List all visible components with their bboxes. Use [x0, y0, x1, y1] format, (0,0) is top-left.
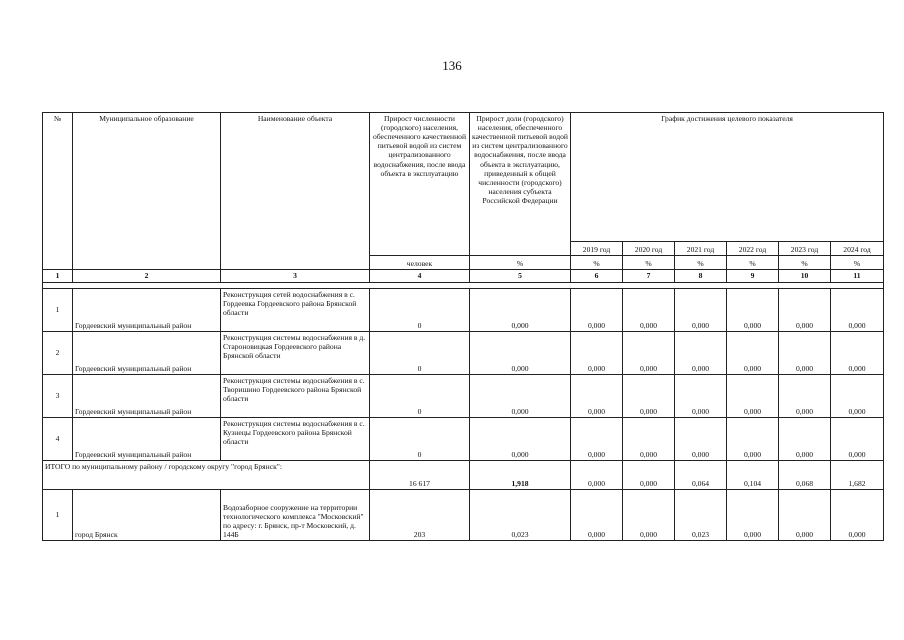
municipality-cell: Гордеевский муниципальный район	[73, 375, 221, 418]
people-cell: 0	[370, 418, 470, 461]
municipality-cell: город Брянск	[73, 490, 221, 541]
table-header-row	[43, 113, 884, 242]
year-2022: 2022 год	[727, 242, 779, 256]
year-value: 0,000	[675, 418, 727, 461]
total-year-value: 0,104	[727, 461, 779, 490]
row-number: 1	[43, 490, 73, 541]
year-value: 0,000	[779, 418, 831, 461]
year-2024: 2024 год	[831, 242, 884, 256]
unit-percent: %	[727, 256, 779, 270]
year-value: 0,000	[623, 375, 675, 418]
object-cell: Реконструкция системы водоснабжения в с. Творишино Гордеевского района Брянской области	[221, 375, 370, 418]
header-schedule: График достижения целевого показателя	[571, 113, 884, 242]
people-cell: 0	[370, 289, 470, 332]
unit-percent: %	[779, 256, 831, 270]
column-index: 3	[221, 270, 370, 283]
total-year-value: 1,682	[831, 461, 884, 490]
total-label: ИТОГО по муниципальному району / городскому округу "город Брянск":	[43, 461, 370, 490]
year-value: 0,000	[675, 375, 727, 418]
year-value: 0,000	[779, 289, 831, 332]
year-value: 0,000	[727, 418, 779, 461]
column-index: 4	[370, 270, 470, 283]
people-cell: 0	[370, 375, 470, 418]
row-number: 3	[43, 375, 73, 418]
column-index: 1	[43, 270, 73, 283]
page-number: 136	[442, 58, 462, 73]
object-cell: Водозаборное сооружение на территории технологического комплекса "Московский" по адресу: г. Брянск, пр-т Московский, д. 144Б	[221, 490, 370, 541]
year-2019: 2019 год	[571, 242, 623, 256]
share-cell: 0,000	[470, 418, 571, 461]
unit-percent: %	[623, 256, 675, 270]
table-row	[43, 289, 884, 332]
column-index: 7	[623, 270, 675, 283]
table-row	[43, 375, 884, 418]
object-cell: Реконструкция системы водоснабжения в с. Кузнецы Гордеевского района Брянской области	[221, 418, 370, 461]
row-number: 1	[43, 289, 73, 332]
people-cell: 0	[370, 332, 470, 375]
year-value: 0,000	[623, 418, 675, 461]
year-value: 0,000	[831, 418, 884, 461]
column-index: 8	[675, 270, 727, 283]
row-number: 4	[43, 418, 73, 461]
year-value: 0,000	[831, 375, 884, 418]
year-value: 0,000	[831, 332, 884, 375]
header-population-increase: Прирост численности (городского) населения, обеспеченного качественной питьевой водой из систем централизованного водоснабжения, после ввода объекта в эксплуатацию	[370, 113, 470, 256]
table-row	[43, 332, 884, 375]
year-value: 0,000	[727, 332, 779, 375]
total-year-value: 0,000	[571, 461, 623, 490]
year-2020: 2020 год	[623, 242, 675, 256]
year-value: 0,000	[571, 289, 623, 332]
row-number: 2	[43, 332, 73, 375]
unit-percent: %	[675, 256, 727, 270]
unit-percent: %	[831, 256, 884, 270]
column-index: 6	[571, 270, 623, 283]
header-object: Наименование объекта	[221, 113, 370, 270]
total-year-value: 0,000	[623, 461, 675, 490]
year-value: 0,000	[831, 289, 884, 332]
year-value: 0,023	[675, 490, 727, 541]
column-index: 10	[779, 270, 831, 283]
year-value: 0,000	[831, 490, 884, 541]
total-share: 1,918	[470, 461, 571, 490]
year-value: 0,000	[623, 289, 675, 332]
header-number: №	[43, 113, 73, 270]
year-value: 0,000	[623, 490, 675, 541]
municipality-cell: Гордеевский муниципальный район	[73, 418, 221, 461]
year-value: 0,000	[727, 375, 779, 418]
column-index: 9	[727, 270, 779, 283]
year-value: 0,000	[571, 490, 623, 541]
year-value: 0,000	[779, 375, 831, 418]
object-cell: Реконструкция системы водоснабжения в д. Староновицкая Гордеевского района Брянской области	[221, 332, 370, 375]
share-cell: 0,000	[470, 332, 571, 375]
total-people: 16 617	[370, 461, 470, 490]
year-value: 0,000	[675, 289, 727, 332]
year-value: 0,000	[571, 332, 623, 375]
column-index-row	[43, 270, 884, 283]
year-value: 0,000	[571, 418, 623, 461]
share-cell: 0,023	[470, 490, 571, 541]
year-value: 0,000	[675, 332, 727, 375]
year-value: 0,000	[571, 375, 623, 418]
year-value: 0,000	[727, 289, 779, 332]
total-year-value: 0,064	[675, 461, 727, 490]
year-value: 0,000	[727, 490, 779, 541]
year-value: 0,000	[779, 490, 831, 541]
column-index: 11	[831, 270, 884, 283]
column-index: 5	[470, 270, 571, 283]
table-row	[43, 490, 884, 541]
header-share-increase: Прирост доли (городского) населения, обеспеченного качественной питьевой водой из систем централизованного водоснабжения, после ввода объекта в эксплуатацию, приведенный к общей численности (городского) населения субъекта Российской Федерации	[470, 113, 571, 256]
target-indicator-table	[42, 112, 884, 541]
share-cell: 0,000	[470, 375, 571, 418]
year-2021: 2021 год	[675, 242, 727, 256]
people-cell: 203	[370, 490, 470, 541]
year-value: 0,000	[623, 332, 675, 375]
year-2023: 2023 год	[779, 242, 831, 256]
total-year-value: 0,068	[779, 461, 831, 490]
total-row	[43, 461, 884, 490]
column-index: 2	[73, 270, 221, 283]
year-value: 0,000	[779, 332, 831, 375]
object-cell: Реконструкция сетей водоснабжения в с. Гордеевка Гордеевского района Брянской области	[221, 289, 370, 332]
municipality-cell: Гордеевский муниципальный район	[73, 332, 221, 375]
municipality-cell: Гордеевский муниципальный район	[73, 289, 221, 332]
table-row	[43, 418, 884, 461]
share-cell: 0,000	[470, 289, 571, 332]
unit-percent: %	[571, 256, 623, 270]
header-municipality: Муниципальное образование	[73, 113, 221, 270]
unit-percent: %	[470, 256, 571, 270]
unit-people: человек	[370, 256, 470, 270]
